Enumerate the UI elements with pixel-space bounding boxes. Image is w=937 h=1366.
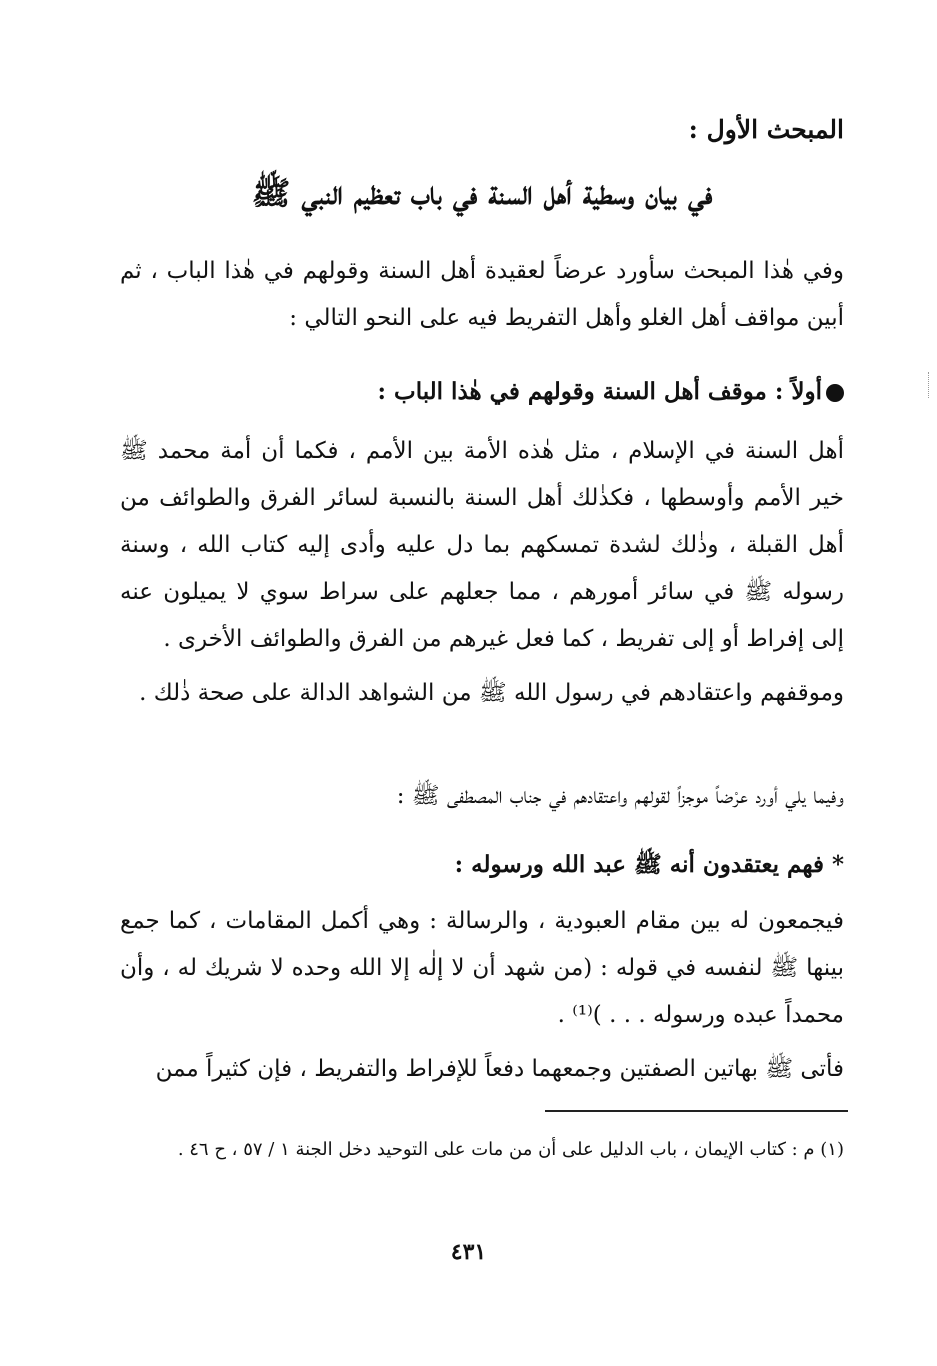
paragraph-wa-fima-yali: وفيما يلي أورد عرْضاً موجزاً لقولهم واعتقادهم في جناب المصطفى ﷺ : [396,783,844,809]
intro-paragraph: وفي هٰذا المبحث سأورد عرضاً لعقيدة أهل السنة وقولهم في هٰذا الباب ، ثم أبين مواقف أهل الغلو وأهل التفريط فيه على النحو التالي : [120,258,844,331]
bullet-dot-icon [826,384,844,402]
paragraph-fa-ata: فأتى ﷺ بهاتين الصفتين وجمعهما دفعاً للإفراط والتفريط ، فإن كثيراً ممن [155,1056,844,1082]
paragraph-yajmaun: فيجمعون له بين مقام العبودية ، والرسالة : وهي أكمل المقامات ، كما جمع بينها ﷺ لنفسه في قوله : (من شهد أن لا إلٰه إلا الله وحده لا شريك له ، وأن محمداً عبده ورسوله . . . )⁽¹⁾ . [120,908,844,1028]
paragraph-ahl-sunnah: أهل السنة في الإسلام ، مثل هٰذه الأمة بين الأمم ، فكما أن أمة محمد ﷺ خير الأمم وأوسطها ، فكذٰلك أهل السنة بالنسبة لسائر الفرق والطوائف من أهل القبلة ، وذٰلك لشدة تمسكهم بما دل عليه وأدى إليه كتاب الله ، وسنة رسوله ﷺ في سائر أمورهم ، مما جعلهم على سراط سوي لا يميلون عنه إلى إفراط أو إلى تفريط ، كما فعل غيرهم من الفرق والطوائف الأخرى . [120,438,845,652]
subheading-first-text: أولاً : موقف أهل السنة وقولهم في هٰذا الباب : [377,378,822,405]
subheading-second: * فهم يعتقدون أنه ﷺ عبد الله ورسوله : [454,851,844,878]
page-number: ٤٣١ [450,1239,487,1265]
footnote-separator [545,1110,848,1112]
section-label: المبحث الأول : [688,115,844,144]
paragraph-mawqif: وموقفهم واعتقادهم في رسول الله ﷺ من الشواهد الدالة على صحة ذٰلك . [139,680,844,706]
footnote: (١) م : كتاب الإيمان ، باب الدليل على أن من مات على التوحيد دخل الجنة ١ / ٥٧ ، ح ٤٦ . [177,1139,844,1160]
page-title: في بيان وسطية أهل السنة في باب تعظيم النبي ﷺ [251,174,713,212]
subheading-first [120,370,844,414]
margin-mark [928,372,930,398]
